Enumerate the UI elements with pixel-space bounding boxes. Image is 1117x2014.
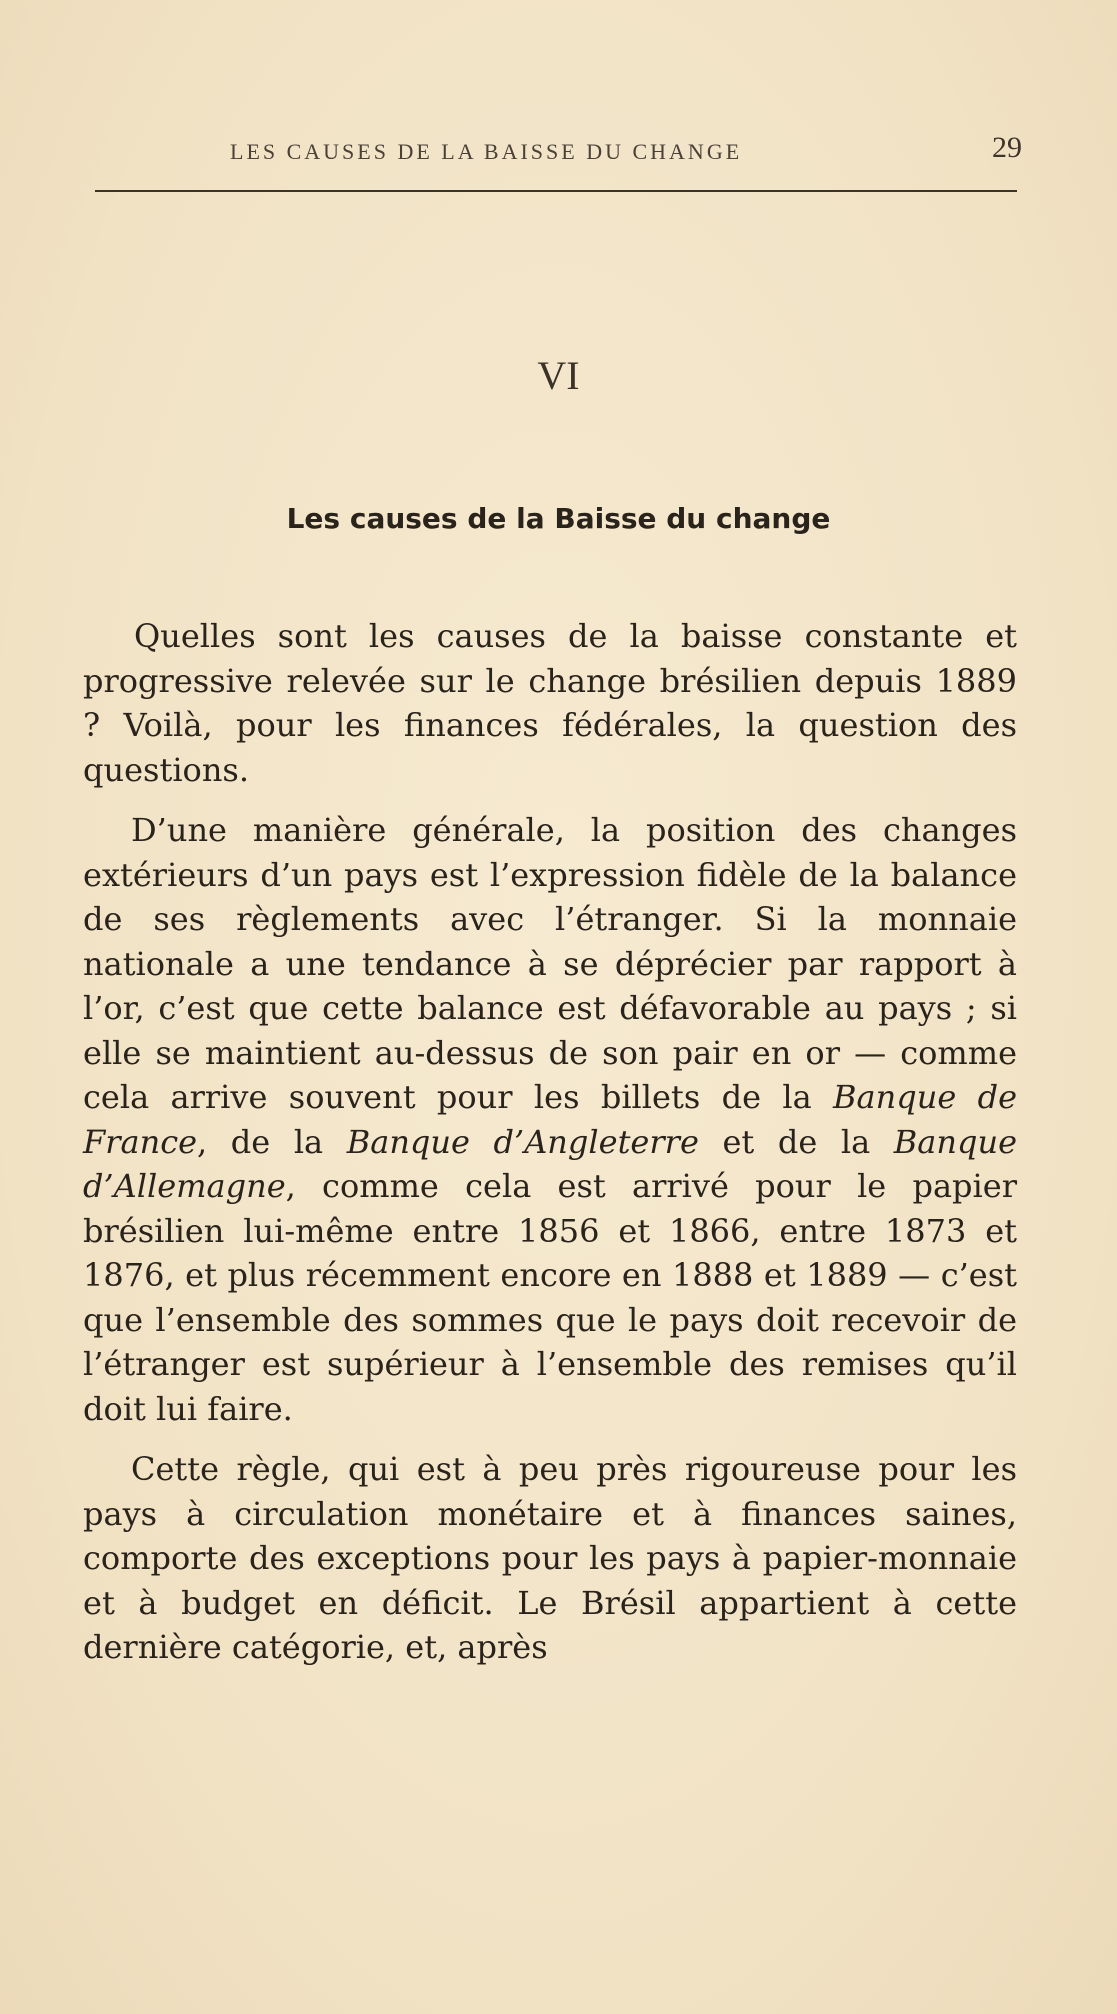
page-number: 29 xyxy=(992,131,1022,164)
paragraph-2-text-b: , de la xyxy=(197,1122,347,1161)
paragraph-2-text-a: D’une manière générale, la position des changes extérieurs d’un pays est l’expression fidèle de la balance de ses règlements avec l’étranger. Si la monnaie nationale a une tendance à se déprécier par rapport à l’or, c’est que cette balance est défavorable au pays ; si elle se maintient au-dessus de son pair en or — comme cela arrive souvent pour les billets de la xyxy=(83,811,1017,1116)
body-text xyxy=(83,614,1017,1686)
paragraph-3: Cette règle, qui est à peu près rigoureuse pour les pays à circulation monétaire et à finances saines, comporte des exceptions pour les pays à papier-monnaie et à budget en déficit. Le Brésil appartient à cette dernière catégorie, et, après xyxy=(83,1450,1017,1666)
chapter-title: Les causes de la Baisse du change xyxy=(286,502,831,535)
italic-banque-angleterre: Banque d’Angleterre xyxy=(346,1122,699,1161)
italic-banque-de-france: Banque de France xyxy=(83,1078,1018,1161)
paragraph-2 xyxy=(83,808,1017,1431)
paragraph-2-text-c: et de la xyxy=(698,1122,894,1161)
italic-banque-allemagne: Banque d’Allemagne xyxy=(83,1122,1018,1205)
paragraph-1: Quelles sont les causes de la baisse constante et progressive relevée sur le change brésilien depuis 1889 ? Voilà, pour les finances fédérales, la question des questions. xyxy=(83,617,1017,789)
running-header xyxy=(222,131,1022,171)
paragraph-2-text-d: , comme cela est arrivé pour le papier brésilien lui-même entre 1856 et 1866, entre 1873 et 1876, et plus récemment encore en 1888 et 1889 — c’est que l’ensemble des sommes que le pays doit recevoir de l’étranger est supérieur à l’ensemble des remises qu’il doit lui faire. xyxy=(83,1167,1017,1428)
header-rule xyxy=(95,190,1017,192)
chapter-number: VI xyxy=(537,353,580,398)
running-title: LES CAUSES DE LA BAISSE DU CHANGE xyxy=(230,139,743,164)
